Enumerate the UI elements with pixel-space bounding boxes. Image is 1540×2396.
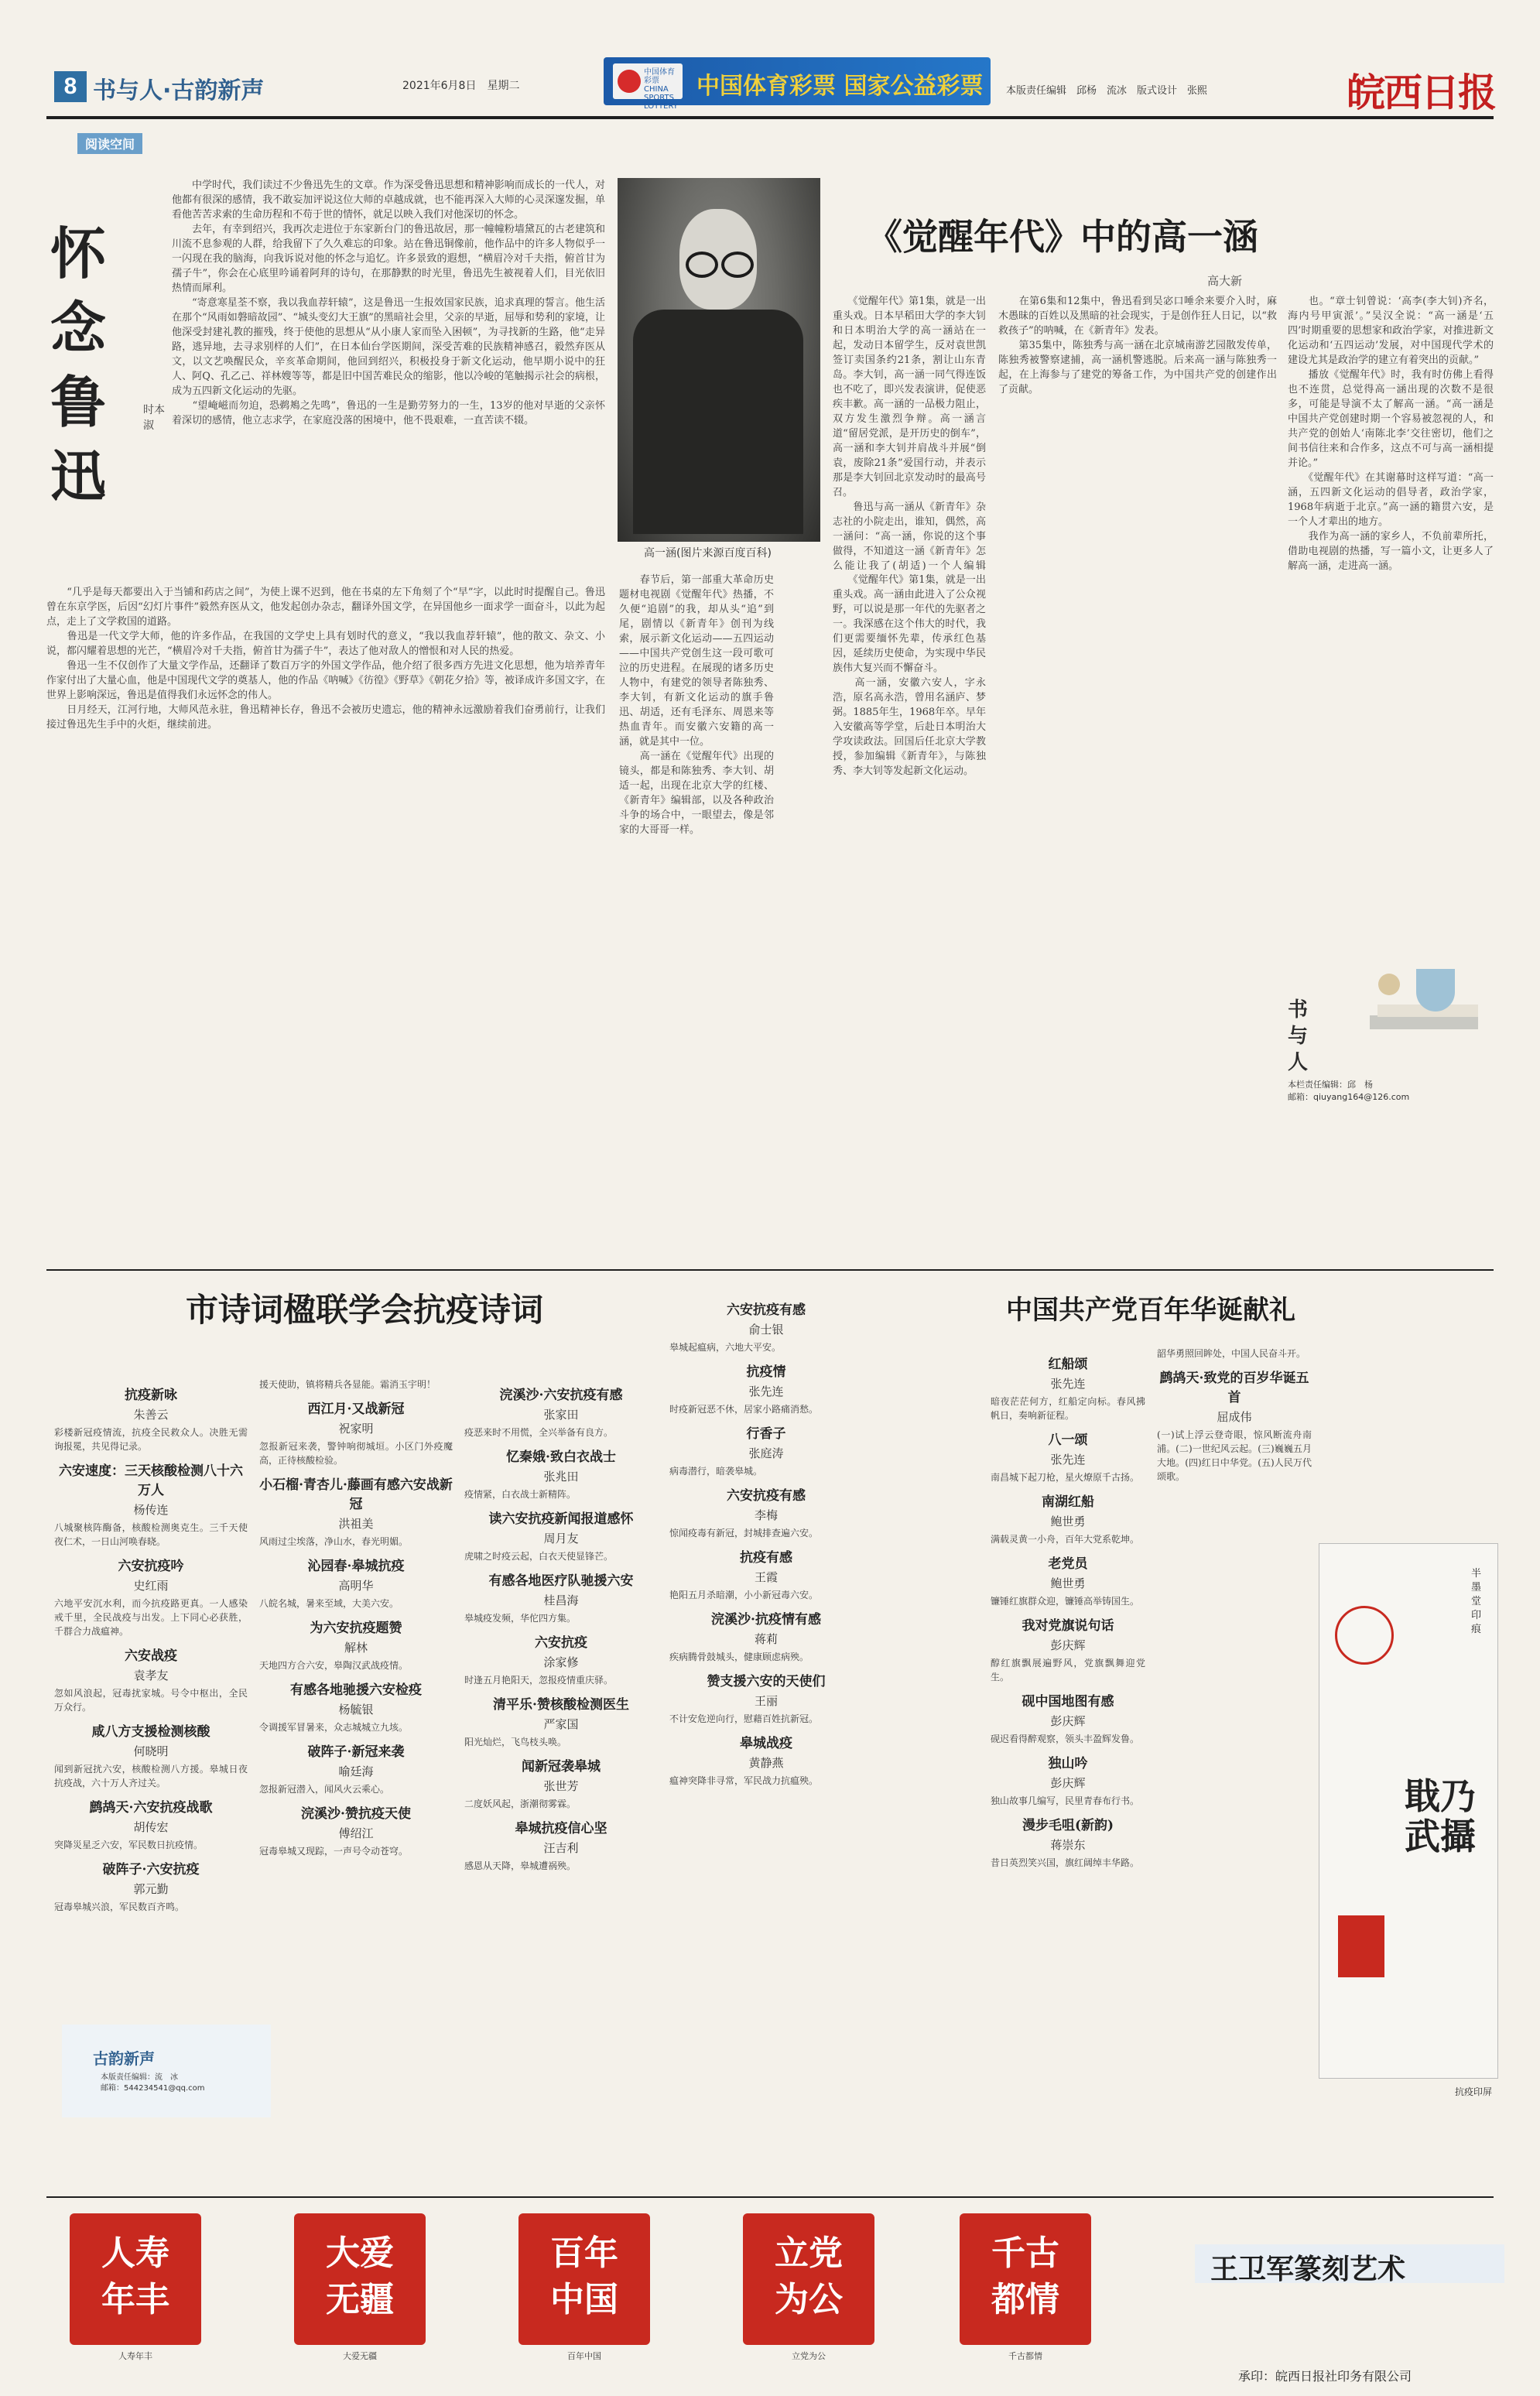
poem-author: 俞士银 bbox=[748, 1323, 784, 1337]
poem-body: 六地平安沉水利，而今抗疫路更真。一人感染戒千里，全民战疫与出发。上下同心必获胜，千群合力战瘟神。 bbox=[54, 1598, 248, 1637]
poem-body: 惊闻疫毒有新冠，封城排查遍六安。 bbox=[669, 1528, 819, 1539]
poetry-column-3 bbox=[464, 1378, 658, 2182]
poem-body: (一)试上浮云登奇眼，惊风断流舟南浦。(二)一世纪风云起。(三)巍巍五月大地。(四)红日中华党。(五)人民万代颂歌。 bbox=[1157, 1429, 1312, 1482]
poem-body: 疾病腾骨鼓城头，健康顾虑病殃。 bbox=[669, 1652, 809, 1662]
seal-chars: 人寿年丰 bbox=[101, 2233, 169, 2319]
seal-stamp-circle bbox=[1335, 1606, 1394, 1665]
poem-author: 张家田 bbox=[543, 1408, 579, 1422]
poem-title: 皋城战疫 bbox=[740, 1736, 792, 1751]
poem-body: 镰锤红旗群众迎，镰锤高举铸国生。 bbox=[991, 1596, 1140, 1607]
poem-author: 杨毓银 bbox=[338, 1703, 374, 1717]
poem-body: 暗夜茫茫何方，红船定向标。春风拂帆日，奏响新征程。 bbox=[991, 1396, 1145, 1421]
poem-title: 皋城抗疫信心坚 bbox=[515, 1821, 607, 1836]
poem-title: 破阵子·六安抗疫 bbox=[102, 1862, 200, 1877]
poem-author: 蒋崇东 bbox=[1050, 1838, 1086, 1852]
poem-title: 我对党旗说句话 bbox=[1022, 1618, 1114, 1634]
poem-title: 抗疫新咏 bbox=[125, 1388, 177, 1403]
poem-body: 阳光灿烂，飞鸟枝头唤。 bbox=[464, 1737, 567, 1747]
poem-title: 红船颂 bbox=[1048, 1357, 1088, 1372]
seal-chars: 大爱无疆 bbox=[326, 2233, 394, 2319]
poem-body: 满载灵黄一小舟，百年大党系乾坤。 bbox=[991, 1534, 1140, 1545]
poem-title: 浣溪沙·抗疫情有感 bbox=[711, 1612, 821, 1628]
poem-body: 独山故事几编写，民里青春布行书。 bbox=[991, 1795, 1140, 1806]
glasses-icon bbox=[721, 252, 754, 278]
portrait-coat bbox=[633, 310, 803, 534]
seal-caption: 千古都情 bbox=[1008, 2351, 1042, 2361]
poem-body: 疫情紧，白衣战士新精阵。 bbox=[464, 1489, 577, 1500]
poem-title: 破阵子·新冠来袭 bbox=[307, 1744, 405, 1760]
poem-author: 史红雨 bbox=[133, 1579, 169, 1593]
poem-author: 祝家明 bbox=[338, 1422, 374, 1436]
poem-author: 张先连 bbox=[1050, 1453, 1086, 1467]
poem-author: 洪祖美 bbox=[338, 1517, 374, 1531]
seal-artwork bbox=[960, 2213, 1091, 2345]
poem-author: 王丽 bbox=[754, 1694, 778, 1708]
poem-author: 鲍世勇 bbox=[1050, 1576, 1086, 1590]
poem-body: 风雨过尘埃落，净山水，春光明媚。 bbox=[259, 1536, 409, 1547]
poem-body: 忽报新冠来袭，警钟响彻城垣。小区门外疫魔高，正待核酸检验。 bbox=[259, 1441, 453, 1466]
poem-title: 六安抗疫有感 bbox=[727, 1302, 806, 1318]
poem-title: 南湖红船 bbox=[1042, 1494, 1094, 1510]
newspaper-logo: 皖西日报 bbox=[1347, 70, 1495, 115]
poem-body: 虎啸之时疫云起，白衣天使显锋芒。 bbox=[464, 1551, 614, 1562]
poem-title: 读六安抗疫新闻报道感怀 bbox=[488, 1511, 634, 1527]
article2-text-col4: 在第6集和12集中，鲁迅看到吴宓口唾余来要介入时，麻木愚昧的百姓以及黑暗的社会现实，于是创作狂人日记，以“救救孩子”的呐喊，在《新青年》发表。 第35集中，陈独秀与高一涵在北京城南游艺园散发传单，陈独秀被警察逮捕，高一涵机警逃脱。后来高一涵与陈独秀一起，在上海参与了建党的筹备工作，为中国共产党的创建作出了贡献。 bbox=[998, 296, 1277, 395]
ancient-column-box bbox=[62, 2025, 271, 2117]
page-number: 8 bbox=[54, 71, 87, 102]
poem-title: 为六安抗疫题赞 bbox=[310, 1621, 402, 1636]
poem-author: 屈成伟 bbox=[1217, 1410, 1252, 1424]
portrait-photo bbox=[618, 178, 820, 542]
lottery-logo-text: 中国体育彩票 CHINA SPORTS LOTTERY bbox=[644, 68, 678, 111]
poem-title: 浣溪沙·六安抗疫有感 bbox=[499, 1388, 623, 1403]
article2-text-col2: 春节后，第一部重大革命历史题材电视剧《觉醒年代》热播，不久便“追剧”的我，却从头“追”到尾，剧情以《新青年》创刊为线索，展示新文化运动——五四运动——中国共产党创生这一段可歌可泣的历史进程。在展现的诸多历史人物中，有建党的领导者陈独秀、李大钊，有新文化运动的旗手鲁迅、胡适，还有毛泽东、周恩来等热血青年。而安徽六安籍的高一涵，就是其中一位。 高一涵在《觉醒年代》出现的镜头，都是和陈独秀、李大钊、胡适一起，出现在北京大学的红楼、《新青年》编辑部，以及各种政治斗争的场合中，一眼望去，像是邻家的大哥哥一样。 bbox=[619, 574, 774, 836]
article1-text-col2: “几乎是每天都要出入于当铺和药店之间”，为使上课不迟到，他在书桌的左下角刻了个“早”字，以此时时提醒自己。鲁迅曾在东京学医，后因“幻灯片事件”毅然弃医从文，他发起创办杂志，翻译外国文学，在异国他乡一面求学一面奋斗，以此为起点，走上了文学救国的道路。 鲁迅是一代文学大师，他的许多作品，在我国的文学史上具有划时代的意义，“我以我血荐轩辕”，他的散文、杂文、小说，都闪耀着思想的光芒，“横眉冷对千夫指，俯首甘为孺子牛”，表达了他对敌人的憎恨和对人民的热爱。 鲁迅一生不仅创作了大量文学作品，还翻译了数百万字的外国文学作品，他介绍了很多西方先进文化思想，他为培养青年作家付出了大量心血，他是中国现代文学的奠基人，他的作品《呐喊》《彷徨》《野草》《朝花夕拾》等，被译成许多国文字，在世界上影响深远，鲁迅是值得我们永远怀念的伟人。 日月经天，江河行地，大师风范永驻，鲁迅精神长存，鲁迅不会被历史遗忘，他的精神永远激励着我们奋勇前行，让我们接过鲁迅先生手中的火炬，继续前进。 bbox=[46, 587, 605, 731]
seal-caption: 立党为公 bbox=[792, 2351, 826, 2361]
poem-body: 瘟神突降非寻常，军民战力抗瘟殃。 bbox=[669, 1775, 819, 1786]
poem-author: 张庭涛 bbox=[748, 1446, 784, 1460]
article2-text-col3: 《觉醒年代》第1集，就是一出重头戏。高一涵由此进入了公众视野，可以说是那一年代的先驱者之一。我深感在这个伟大的时代，我们更需要缅怀先辈，传承红色基因，延续历史使命，为实现中华民族伟大复兴而不懈奋斗。 高一涵，安徽六安人，字永浩，原名高永浩，曾用名涵庐、梦弼。1885年生，1968年卒。早年入安徽高等学堂，后赴日本明治大学攻读政法。回国后任北京大学教授，参加编辑《新青年》，与陈独秀、李大钊等发起新文化运动。 bbox=[833, 574, 986, 777]
poem-body: 忽如风浪起，冠毒扰家城。号令中枢出，全民万众行。 bbox=[54, 1688, 248, 1713]
poem-title: 沁园春·皋城抗疫 bbox=[307, 1559, 405, 1574]
poem-title: 六安速度：三天核酸检测八十六万人 bbox=[59, 1463, 243, 1498]
column-label: 书与人 bbox=[1288, 998, 1309, 1074]
poem-body: 冠毒皋城兴浪，军民数百齐鸣。 bbox=[54, 1901, 185, 1912]
poem-body: 天地四方合六安，皋陶汉武战疫情。 bbox=[259, 1660, 409, 1671]
poem-body: 皋城疫发频，华佗四方集。 bbox=[464, 1613, 577, 1624]
photo-caption: 高一涵(图片来源百度百科) bbox=[644, 547, 772, 560]
article2-author: 高大新 bbox=[1207, 274, 1243, 288]
poem-title: 鹧鸪天·致党的百岁华诞五首 bbox=[1159, 1371, 1309, 1405]
lottery-logo-icon bbox=[618, 70, 641, 93]
poem-title: 八一颂 bbox=[1048, 1432, 1088, 1448]
centenary-column-2 bbox=[1157, 1347, 1312, 1548]
poem-author: 桂昌海 bbox=[543, 1593, 579, 1607]
seal-artwork bbox=[70, 2213, 201, 2345]
poem-body: 昔日英烈笑兴国，旗红阔绰丰华路。 bbox=[991, 1857, 1140, 1868]
poem-body: 二度妖风起，浙潮彻雾霖。 bbox=[464, 1799, 577, 1809]
article1-byline: 时本淑 bbox=[143, 404, 165, 432]
poem-title: 老党员 bbox=[1048, 1556, 1088, 1572]
poem-title: 漫步毛咀(新韵) bbox=[1022, 1818, 1114, 1833]
poem-body: 令调援军冒暑来，众志城城立九垓。 bbox=[259, 1722, 409, 1733]
poem-title: 抗疫情 bbox=[746, 1364, 786, 1380]
reading-space-tag: 阅读空间 bbox=[77, 133, 142, 154]
poetry-section-title: 市诗词楹联学会抗疫诗词 bbox=[186, 1291, 544, 1329]
poetry-column-2 bbox=[259, 1378, 453, 2182]
poem-author: 王霞 bbox=[754, 1570, 778, 1584]
seal-calligraphy: 戢乃武攝 bbox=[1405, 1775, 1476, 1857]
poem-title: 浣溪沙·赞抗疫天使 bbox=[301, 1806, 411, 1822]
seal-caption: 人寿年丰 bbox=[118, 2351, 152, 2361]
poetry-column-4 bbox=[669, 1292, 863, 2182]
poem-title: 有感各地医疗队驰援六安 bbox=[488, 1573, 634, 1589]
poem-title: 六安抗疫有感 bbox=[727, 1488, 806, 1504]
poem-body: 不计安危逆向行，慰藉百姓抗新冠。 bbox=[669, 1713, 819, 1724]
seal-art-title: 王卫军篆刻艺术 bbox=[1210, 2253, 1406, 2285]
lottery-slogan: 中国体育彩票 国家公益彩票 bbox=[696, 73, 984, 100]
poem-body: 醇红旗飘展遍野风，党旗飘舞迎党生。 bbox=[991, 1658, 1145, 1682]
poem-body: 病毒潜行，暗袭皋城。 bbox=[669, 1466, 763, 1477]
poem-author: 鲍世勇 bbox=[1050, 1515, 1086, 1528]
poem-title: 六安抗疫吟 bbox=[118, 1559, 184, 1574]
poem-body: 韶华勇照回眸处，中国人民奋斗开。 bbox=[1157, 1348, 1306, 1359]
lottery-logo bbox=[613, 63, 683, 111]
poem-author: 涂家修 bbox=[543, 1655, 579, 1669]
poem-author: 杨传连 bbox=[133, 1503, 169, 1517]
poem-author: 黄静燕 bbox=[748, 1756, 784, 1770]
seal-artwork bbox=[518, 2213, 650, 2345]
section-divider bbox=[46, 1269, 1494, 1271]
poem-body: 南昌城下起刀枪，星火燎原千古扬。 bbox=[991, 1472, 1140, 1483]
centenary-column-1 bbox=[991, 1347, 1145, 2182]
poem-title: 有感各地驰援六安检疫 bbox=[290, 1682, 422, 1698]
poem-body: 疫恶来时不用慌，全兴举备有良方。 bbox=[464, 1427, 614, 1438]
poem-body: 突降災星乏六安，军民数日抗疫情。 bbox=[54, 1840, 204, 1850]
poem-author: 汪吉利 bbox=[543, 1841, 579, 1855]
poem-body: 艳阳五月杀暗潮，小小新冠毒六安。 bbox=[669, 1590, 819, 1600]
poem-body: 忽报新冠潜入，闻风火云乘心。 bbox=[259, 1784, 390, 1795]
poem-title: 行香子 bbox=[746, 1426, 786, 1442]
printer-credit: 承印：皖西日报社印务有限公司 bbox=[1238, 2369, 1412, 2384]
ancient-label: 古韵新声 bbox=[93, 2049, 155, 2068]
poem-author: 傅绍江 bbox=[338, 1826, 374, 1840]
poem-author: 袁孝友 bbox=[133, 1669, 169, 1682]
article2-text-col1: 《觉醒年代》第1集，就是一出重头戏。日本早稻田大学的李大钊和日本明治大学的高一涵站在一起，发动日本留学生，反对袁世凯签订卖国条约21条，割让山东青岛。李大钊，高一涵一同气得连饭也不吃了，即兴发表演讲，促使恶疾丰歉。高一涵的一品极力阻止，双方发生激烈争辩。高一涵言道“留居党派，是开历史的倒车”，高一涵和李大钊并肩战斗并展“倒袁，废除21条”爱国行动，并表示那是李大钊回北京发动时的最高号召。 鲁迅与高一涵从《新青年》杂志社的小院走出，谁知，偶然，高一涵问：“高一涵，你说的这个事做得，不知道这一涵《新青年》怎么能让我了(胡适)一个人编辑 bbox=[833, 296, 986, 572]
poem-body: 砚迟看得醉观察，领头丰盈辉发鲁。 bbox=[991, 1734, 1140, 1744]
poem-author: 张先连 bbox=[1050, 1377, 1086, 1391]
article2-text-col5: 也。“章士钊曾说：‘高李(李大钊)齐名，海内号甲寅派’。”吴汉全说：“高一涵是‘五四’时期重要的思想家和政治学家，对推进新文化运动和‘五四运动’发展，对中国现代学术的建设尤其是政治学的建立有着突出的贡献。” 播放《觉醒年代》时，我有时仿佛上看得也不连贯，总觉得高一涵出现的次数不是很多，可能是导演不太了解高一涵。“高一涵是中国共产党创建时期一个容易被忽视的人，和共产党的创始人‘南陈北李’交往密切，他们之间书信往来和合作多，这点不可与高一涵相提并论。” 《觉醒年代》在其谢幕时这样写道：“高一涵，五四新文化运动的倡导者，政治学家，1968年病逝于北京。”高一涵的籍贯六安，是一个人才辈出的地方。 我作为高一涵的家乡人，不负前辈所托，借助电视剧的热播，写一篇小文，让更多人了解高一涵，走进高一涵。 bbox=[1288, 296, 1494, 572]
column-info: 本栏责任编辑：邱 杨 邮箱：qiuyang164@126.com bbox=[1288, 1080, 1410, 1102]
centenary-section-title: 中国共产党百年华诞献礼 bbox=[1006, 1295, 1295, 1326]
seal-art-title-box bbox=[1195, 2244, 1504, 2283]
editor-credits: 本版责任编辑 邱杨 流冰 版式设计 张熙 bbox=[1006, 85, 1208, 97]
poem-body: 感恩从天降，皋城遭祸殃。 bbox=[464, 1860, 577, 1871]
poem-body: 八城聚核阵酶备，核酸检测奥克生。三千天使夜仁术，一日山河唤春晓。 bbox=[54, 1522, 248, 1547]
poem-author: 张先连 bbox=[748, 1385, 784, 1398]
seal-caption: 大爱无疆 bbox=[343, 2351, 377, 2361]
article1-text-col1: 中学时代，我们读过不少鲁迅先生的文章。作为深受鲁迅思想和精神影响而成长的一代人，对他都有很深的感情，我不敢妄加评说这位大师的卓越成就，也不能再深入大师的心灵深邃发掘，单看他苦苦求索的生命历程和不苟于世的情怀，就足以映入我们对他深切的怀念。 去年，有幸到绍兴，我再次走进位于东家新台门的鲁迅故居，那一幢幢粉墙黛瓦的古老建筑和川流不息参观的人群，给我留下了久久难忘的印象。站在鲁迅铜像前，他作品中的许多人物似乎一一闪现在我的脑海，向我诉说对他的怀念与追忆。许多景致的遐想，“横眉冷对千夫指，俯首甘为孺子牛”，你会在心底里吟诵着阿拜的诗句，在那静默的时光里，鲁迅先生被视着人们，目光依旧热情而犀利。 “寄意寒星荃不察，我以我血荐轩辕”，这是鲁迅一生报效国家民族，追求真理的誓言。他生活在那个“风雨如磐暗故园”、“城头变幻大王旗”的黑暗社会里，父亲的早逝，屈辱和势利的家境，让他深受封建礼教的摧残，终于使他的思想从“从小康人家而坠入困顿”，为寻找新的生路，他“走异路，逃异地，去寻求别样的人们”，在日本仙台学医期间，深受苦难的民族精神感召，毅然弃医从文，以文艺唤醒民众，辛亥革命期间，他回到绍兴，积极投身于新文化运动，他早期小说中的狂人、阿Q、孔乙己、祥林嫂等等，都是旧中国苦难民众的缩影，他以冷峻的笔触揭示社会的病根，成为五四新文化运动的先驱。 “望崦嵫而勿迫，恐鹈鴂之先鸣”，鲁迅的一生是勤劳努力的一生，13岁的他对早逝的父亲怀着深切的感情，他立志求学，在家庭没落的困境中，他不畏艰难，一直苦读不辍。 bbox=[172, 180, 605, 426]
poem-author: 高明华 bbox=[338, 1579, 374, 1593]
poem-author: 周月友 bbox=[543, 1532, 579, 1545]
article2-title: 《觉醒年代》中的高一涵 bbox=[867, 216, 1258, 258]
seal-chars: 立党为公 bbox=[775, 2233, 843, 2319]
seal-section-rule bbox=[46, 2196, 1494, 2198]
poem-author: 解林 bbox=[344, 1641, 368, 1655]
poem-author: 何晓明 bbox=[133, 1744, 169, 1758]
poem-author: 彭庆辉 bbox=[1050, 1638, 1086, 1652]
seal-print-box bbox=[1319, 1543, 1498, 2079]
poem-author: 张世芳 bbox=[543, 1779, 579, 1793]
lottery-banner[interactable] bbox=[604, 57, 991, 111]
poem-title: 闻新冠袭皋城 bbox=[522, 1759, 601, 1775]
poem-body: 彩楼新冠疫情流，抗疫全民救众人。决胜无需询报冕，共见得记录。 bbox=[54, 1427, 248, 1452]
seal-stamp-red bbox=[1338, 1915, 1384, 1977]
poem-title: 小石榴·青杏儿·藤画有感六安战新冠 bbox=[259, 1477, 453, 1512]
poem-title: 砚中国地图有感 bbox=[1022, 1694, 1114, 1710]
poem-title: 咸八方支援检测核酸 bbox=[91, 1724, 210, 1740]
article1-title: 怀念鲁迅 bbox=[50, 221, 107, 509]
poem-title: 抗疫有感 bbox=[740, 1550, 792, 1566]
poem-body: 八皖名城，暑来至域，大美六安。 bbox=[259, 1598, 399, 1609]
poem-body: 冠毒皋城又现踪，一声号令动苍穹。 bbox=[259, 1846, 409, 1857]
poem-body: 时逢五月艳阳天，忽报疫情重庆驿。 bbox=[464, 1675, 614, 1686]
poem-title: 六安抗疫 bbox=[535, 1635, 587, 1651]
poem-author: 彭庆辉 bbox=[1050, 1714, 1086, 1728]
poem-body: 时疫新冠恶不休，居家小路痛消愁。 bbox=[669, 1404, 819, 1415]
seal-chars: 百年中国 bbox=[550, 2233, 618, 2319]
poem-author: 李梅 bbox=[754, 1508, 778, 1522]
seal-box-credit: 抗疫印屏 bbox=[1455, 2086, 1493, 2097]
poem-title: 西江月·又战新冠 bbox=[307, 1402, 405, 1417]
poem-body: 援天使助，镇将精兵各显能。霜消玉宇明！ bbox=[259, 1379, 436, 1390]
poem-title: 六安战疫 bbox=[125, 1648, 177, 1664]
poem-author: 蒋莉 bbox=[754, 1632, 778, 1646]
poem-author: 朱善云 bbox=[133, 1408, 169, 1422]
section-title: 书与人·古韵新声 bbox=[93, 77, 265, 104]
poem-body: 皋城起瘟病，六地大平安。 bbox=[669, 1342, 782, 1353]
seal-chars: 千古都情 bbox=[991, 2233, 1059, 2319]
seal-box-title: 半墨堂印痕 bbox=[1471, 1568, 1482, 1635]
seal-caption: 百年中国 bbox=[567, 2351, 601, 2361]
seal-artwork bbox=[743, 2213, 874, 2345]
poem-title: 清平乐·赞核酸检测医生 bbox=[493, 1697, 629, 1713]
poem-title: 忆秦娥·致白衣战士 bbox=[506, 1450, 616, 1465]
poem-author: 郭元勤 bbox=[133, 1882, 169, 1896]
poem-title: 独山吟 bbox=[1048, 1756, 1088, 1771]
poem-title: 赞支援六安的天使们 bbox=[707, 1674, 826, 1689]
poem-author: 张兆田 bbox=[543, 1470, 579, 1484]
glasses-icon bbox=[686, 252, 718, 278]
header-rule bbox=[46, 116, 1494, 119]
teacup-illustration bbox=[1362, 953, 1486, 1046]
seal-artwork bbox=[294, 2213, 426, 2345]
poem-author: 胡传宏 bbox=[133, 1820, 169, 1834]
poem-author: 喻廷海 bbox=[338, 1764, 374, 1778]
issue-date: 2021年6月8日 星期二 bbox=[402, 80, 520, 92]
poem-body: 闻到新冠扰六安，核酸检测八方援。皋城日夜抗疫战，六十万人齐过关。 bbox=[54, 1764, 248, 1788]
poem-author: 彭庆辉 bbox=[1050, 1776, 1086, 1790]
poem-title: 鹧鸪天·六安抗疫战歌 bbox=[89, 1800, 213, 1816]
poem-author: 严家国 bbox=[543, 1717, 579, 1731]
ancient-info: 本版责任编辑：流 冰 邮箱：544234541@qq.com bbox=[101, 2073, 205, 2093]
